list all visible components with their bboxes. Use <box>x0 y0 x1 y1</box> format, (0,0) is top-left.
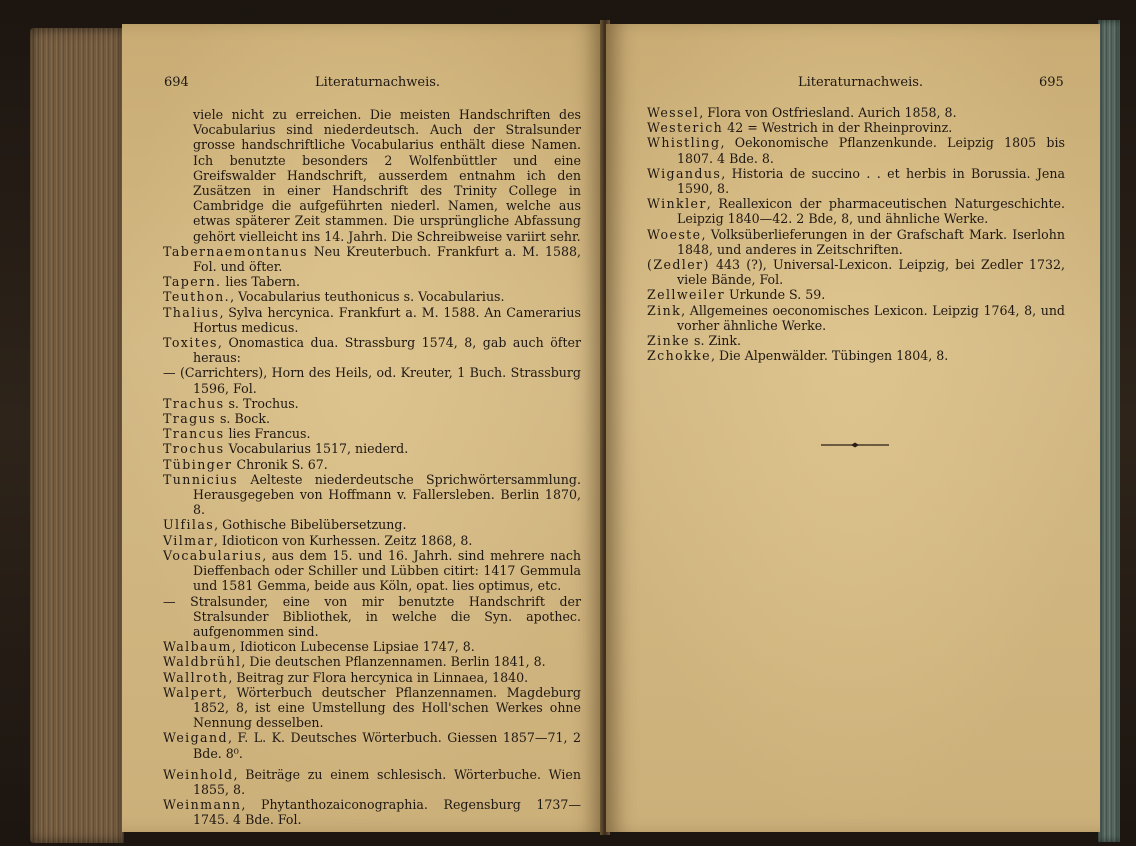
entry-term: Tunnicius <box>163 471 239 487</box>
bibliography-entry <box>647 227 1065 257</box>
entry-text: , Beitrag zur Flora hercynica in Linnaea, 1840. <box>228 669 529 685</box>
entry-text: , Idioticon von Kurhessen. Zeitz 1868, 8. <box>213 532 473 548</box>
entry-term: Zellweiler <box>647 287 726 303</box>
entry-text: s. Zink. <box>689 333 741 349</box>
entry-text: Neu Kreuterbuch. Frankfurt a. M. 1588, Fol. und öfter. <box>193 243 581 275</box>
entry-term: Ulfilas <box>163 517 215 533</box>
entry-term: Walbaum <box>163 639 232 655</box>
entry-term: Vilmar <box>163 532 214 548</box>
entry-text: s. Trochus. <box>224 395 299 411</box>
entry-text: s. Bock. <box>215 411 270 427</box>
entry-text: Urkunde S. 59. <box>725 287 826 303</box>
right-page-number: 695 <box>1039 75 1064 90</box>
entry-term: Wessel <box>647 105 700 120</box>
bibliography-entry <box>647 287 1065 302</box>
entry-text: , Historia de succino . . et herbis in Borussia. Jena 1590, 8. <box>677 165 1065 197</box>
bibliography-entry <box>647 135 1065 165</box>
entry-text: lies Francus. <box>224 426 311 442</box>
entry-term: Tabernaemontanus <box>163 243 308 259</box>
entry-text: , Die Alpenwälder. Tübingen 1804, 8. <box>711 348 949 364</box>
bibliography-entry <box>647 166 1065 196</box>
entry-term: Trancus <box>163 426 225 442</box>
bibliography-entry <box>163 396 581 411</box>
left-page-number: 694 <box>164 75 189 90</box>
right-page <box>606 24 1100 832</box>
entry-text: , Flora von Ostfriesland. Aurich 1858, 8. <box>699 105 957 120</box>
entry-term: Trachus <box>163 395 225 411</box>
entry-term: Thalius <box>163 304 220 320</box>
entry-text: — (Carrichters), Horn des Heils, od. Kreuter, 1 Buch. Strassburg 1596, Fol. <box>163 365 581 396</box>
entry-term: Tapern. <box>163 274 222 290</box>
bibliography-entry <box>163 730 581 760</box>
bibliography-entry <box>163 594 581 640</box>
right-entry-list <box>647 105 1065 363</box>
bibliography-entry <box>163 441 581 456</box>
bibliography-entry <box>647 333 1065 348</box>
entry-text: , aus dem 15. und 16. Jahrh. sind mehrere nach Dieffenbach oder Schiller und Lübben citirt: 1417 Gemmula und 1581 Gemma, beide aus Köln, opat. lies optimus, etc. <box>193 547 581 594</box>
entry-text: , Oekonomische Pflanzenkunde. Leipzig 1805 bis 1807. 4 Bde. 8. <box>677 135 1065 166</box>
bibliography-entry <box>163 670 581 685</box>
entry-term: Trochus <box>163 441 225 457</box>
bibliography-entry <box>647 257 1065 287</box>
bibliography-entry <box>163 274 581 289</box>
entry-text: , Volksüberlieferungen in der Grafschaft Mark. Iserlohn 1848, und anderes in Zeitschriften. <box>677 226 1065 257</box>
entry-text: , Beiträge zu einem schlesisch. Wörterbuche. Wien 1855, 8. <box>193 766 581 797</box>
entry-text: , F. L. K. Deutsches Wörterbuch. Giessen 1857—71, 2 Bde. 8⁰. <box>193 730 581 761</box>
entry-text: 443 (?), Universal-Lexicon. Leipzig, bei Zedler 1732, viele Bände, Fol. <box>677 257 1065 288</box>
left-page-edges <box>30 28 124 843</box>
right-running-head: Literaturnachweis. <box>798 75 924 90</box>
entry-text: , Wörterbuch deutscher Pflanzennamen. Magdeburg 1852, 8, ist eine Umstellung des Holl'schen Werkes ohne Nennung desselben. <box>193 684 581 731</box>
entry-term: Weigand <box>163 730 228 746</box>
entry-term: Teuthon. <box>163 289 231 305</box>
entry-term: Weinmann <box>163 797 242 813</box>
entry-text: , Allgemeines oeconomisches Lexicon. Leipzig 1764, 8, und vorher ähnliche Werke. <box>677 302 1065 333</box>
entry-text: , Sylva hercynica. Frankfurt a. M. 1588. An Camerarius Hortus medicus. <box>193 304 581 335</box>
entry-text: , Phytanthozaiconographia. Regensburg 1737—1745. 4 Bde. Fol. <box>193 797 581 828</box>
entry-text: , Die deutschen Pflanzennamen. Berlin 1841, 8. <box>241 654 546 670</box>
bibliography-entry <box>647 348 1065 363</box>
bibliography-entry <box>647 303 1065 333</box>
left-page-text <box>163 107 581 828</box>
entry-term: Tragus <box>163 411 216 427</box>
bibliography-entry <box>163 411 581 426</box>
entry-text: — Stralsunder, eine von mir benutzte Handschrift der Stralsunder Bibliothek, in welche die Syn. apothec. aufgenommen sind. <box>163 593 581 639</box>
entry-term: Westerich <box>647 120 724 136</box>
right-page-edges <box>1098 20 1120 842</box>
entry-text: Vocabularius 1517, niederd. <box>224 441 409 457</box>
bibliography-entry <box>163 685 581 731</box>
entry-term: (Zedler) <box>647 257 710 273</box>
entry-term: Wigandus <box>647 165 722 181</box>
bibliography-entry <box>163 548 581 594</box>
bibliography-entry <box>163 289 581 304</box>
entry-text: , Vocabularius teuthonicus s. Vocabularius. <box>230 289 505 305</box>
entry-term: Waldbrühl <box>163 654 242 670</box>
bibliography-entry <box>647 120 1065 135</box>
entry-term: Whistling <box>647 135 721 151</box>
bibliography-entry <box>163 365 581 395</box>
entry-term: Winkler <box>647 196 707 212</box>
bibliography-entry <box>163 244 581 274</box>
left-page <box>122 24 603 832</box>
continuation-paragraph: viele nicht zu erreichen. Die meisten Handschriften des Vocabularius sind niederdeutsch. Auch der Stralsunder grosse handschriftliche Vocabularius enthält diese Namen. Ich benutzte besonders 2 Wolfenbüttler und eine Greifswalder Handschrift, ausserdem entnahm ich den Zusätzen in einer Handschrift des Trinity College in Cambridge die aufgeführten niederl. Namen, welche aus etwas späterer Zeit stammen. Die ursprüngliche Abfassung gehört vielleicht ins 14. Jahrh. Die Schreibweise variirt sehr. <box>193 107 581 244</box>
left-entry-list <box>163 244 581 828</box>
entry-term: Vocabularius <box>163 547 263 563</box>
entry-text: , Onomastica dua. Strassburg 1574, 8, gab auch öfter heraus: <box>193 335 581 366</box>
entry-text: Chronik S. 67. <box>232 456 328 472</box>
entry-text: lies Tabern. <box>221 274 300 290</box>
bibliography-entry <box>163 533 581 548</box>
bibliography-entry <box>163 305 581 335</box>
entry-term: Weinhold <box>163 766 234 782</box>
bibliography-entry <box>163 472 581 518</box>
entry-term: Toxites <box>163 335 218 351</box>
left-running-head: Literaturnachweis. <box>315 75 441 90</box>
entry-term: Tübinger <box>163 456 233 472</box>
end-ornament-icon <box>821 441 889 449</box>
entry-term: Zinke <box>647 333 690 349</box>
bibliography-entry <box>647 105 1065 120</box>
entry-text: , Reallexicon der pharmaceutischen Naturgeschichte. Leipzig 1840—42. 2 Bde, 8, und ähnliche Werke. <box>677 196 1065 227</box>
bibliography-entry <box>163 335 581 365</box>
entry-term: Zchokke <box>647 348 712 364</box>
entry-text: Aelteste niederdeutsche Sprichwörtersammlung. Herausgegeben von Hoffmann v. Fallersleben. Berlin 1870, 8. <box>193 471 581 518</box>
entry-text: , Idioticon Lubecense Lipsiae 1747, 8. <box>231 639 475 655</box>
bibliography-entry <box>163 654 581 669</box>
entry-term: Wallroth <box>163 669 229 685</box>
entry-term: Woeste <box>647 226 702 242</box>
right-page-text <box>647 105 1065 363</box>
bibliography-entry <box>163 517 581 532</box>
entry-text: , Gothische Bibelübersetzung. <box>214 517 407 533</box>
bibliography-entry <box>163 639 581 654</box>
bibliography-entry <box>163 457 581 472</box>
bibliography-entry <box>163 426 581 441</box>
bibliography-entry <box>163 797 581 827</box>
entry-term: Zink <box>647 302 682 318</box>
entry-text: 42 = Westrich in der Rheinprovinz. <box>723 120 953 136</box>
bibliography-entry <box>647 196 1065 226</box>
entry-term: Walpert <box>163 684 223 700</box>
bibliography-entry <box>163 767 581 797</box>
